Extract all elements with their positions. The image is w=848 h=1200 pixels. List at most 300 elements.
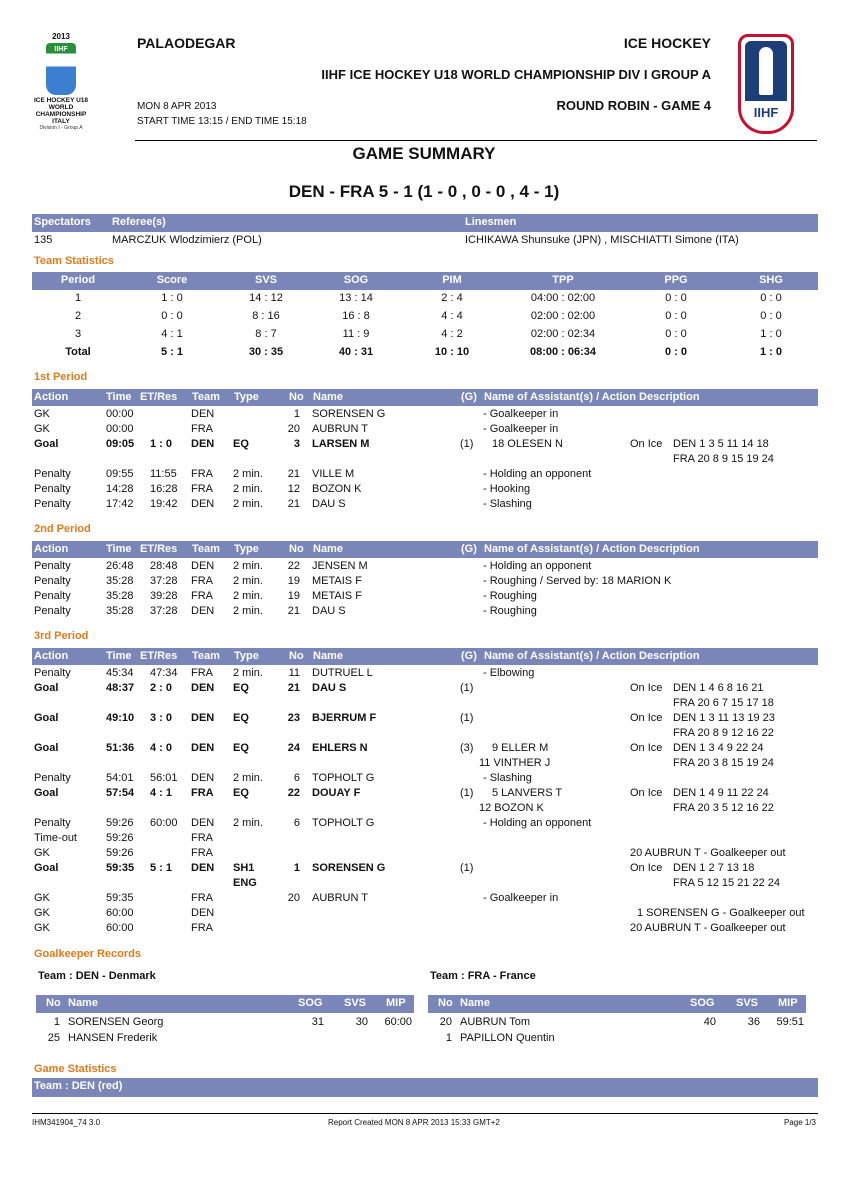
game-stats-title: Game Statistics — [34, 1063, 117, 1075]
event-g: (1) — [460, 438, 474, 450]
event-desc: 9 ELLER M — [492, 742, 549, 754]
event-time: 59:35 — [106, 892, 134, 904]
event-time: 26:48 — [106, 560, 134, 572]
event-name: DAU S — [312, 605, 346, 617]
event-action: Penalty — [34, 817, 71, 829]
event-name: LARSEN M — [312, 438, 370, 450]
goalkeeper-col-header: SVS — [344, 997, 367, 1009]
goalkeeper-cell: 1 — [53, 1016, 60, 1028]
event-time: 54:01 — [106, 772, 134, 784]
event-g: (1) — [460, 712, 474, 724]
event-type: 2 min. — [233, 667, 263, 679]
event-action: GK — [34, 907, 50, 919]
team-stats-cell: 2 : 4 — [441, 292, 463, 304]
event-name: JENSEN M — [312, 560, 368, 572]
event-desc: - Goalkeeper in — [483, 423, 559, 435]
event-no: 1 — [293, 408, 300, 420]
event-onice: On Ice — [630, 438, 663, 450]
goalkeeper-team-label: Team : FRA - France — [430, 970, 536, 982]
event-l2: FRA 20 3 5 12 16 22 — [673, 802, 774, 814]
event-type: SH1 — [233, 862, 255, 874]
goalkeeper-cell: 40 — [703, 1016, 716, 1028]
team-stats-cell: 14 : 12 — [249, 292, 283, 304]
team-stats-title: Team Statistics — [34, 255, 114, 267]
events-col-header: Time — [106, 650, 132, 662]
event-no: 24 — [287, 742, 300, 754]
logo-badge-text: IIHF — [54, 46, 68, 53]
goalkeeper-table-header — [428, 995, 806, 1013]
event-onice: 1 SORENSEN G - Goalkeeper out — [637, 907, 805, 919]
team-stats-cell: 0 : 0 — [665, 328, 687, 340]
events-col-header: No — [289, 543, 304, 555]
event-row-continuation — [0, 697, 848, 712]
team-stats-cell: 16 : 8 — [342, 310, 370, 322]
event-action: Penalty — [34, 667, 71, 679]
event-team: DEN — [191, 605, 215, 617]
goalkeeper-cell: 30 — [355, 1016, 368, 1028]
goalkeeper-col-header: No — [438, 997, 453, 1009]
goalkeeper-row — [0, 1032, 848, 1047]
event-name: VILLE M — [312, 468, 355, 480]
goalkeeper-cell: PAPILLON Quentin — [460, 1032, 555, 1044]
events-col-header: Time — [106, 391, 132, 403]
event-action: GK — [34, 847, 50, 859]
event-desc: 18 OLESEN N — [492, 438, 563, 450]
event-no: 20 — [287, 423, 300, 435]
goal-event-row — [0, 712, 848, 727]
event-desc: - Elbowing — [483, 667, 535, 679]
events-col-header: Team — [192, 391, 220, 403]
events-col-header: ET/Res — [140, 543, 178, 555]
goal-event-row — [0, 682, 848, 697]
event-time: 45:34 — [106, 667, 134, 679]
event-g: (1) — [460, 787, 474, 799]
goalkeeper-col-header: MIP — [778, 997, 798, 1009]
event-onice: On Ice — [630, 787, 663, 799]
event-time: 59:35 — [106, 862, 135, 874]
event-desc: - Goalkeeper in — [483, 892, 559, 904]
event-onice: On Ice — [630, 742, 663, 754]
event-time: 35:28 — [106, 605, 134, 617]
events-col-header: Name of Assistant(s) / Action Description — [484, 391, 700, 403]
event-type: 2 min. — [233, 498, 263, 510]
events-col-header: ET/Res — [140, 650, 178, 662]
event-time: 00:00 — [106, 423, 134, 435]
event-row-continuation — [0, 802, 848, 817]
event-res: 28:48 — [150, 560, 178, 572]
event-l1: DEN 1 3 11 13 19 23 — [673, 712, 775, 724]
footer-report-id: IHM341904_74 3.0 — [32, 1118, 101, 1127]
event-row — [0, 408, 848, 423]
goalkeeper-cell: 1 — [445, 1032, 452, 1044]
team-stats-cell: 8 : 16 — [252, 310, 280, 322]
event-onice: 20 AUBRUN T - Goalkeeper out — [630, 847, 786, 859]
event-type2: ENG — [233, 877, 257, 889]
event-time: 48:37 — [106, 682, 135, 694]
events-header — [32, 541, 818, 558]
goalkeeper-team-label: Team : DEN - Denmark — [38, 970, 156, 982]
goalkeeper-cell: AUBRUN Tom — [460, 1016, 531, 1028]
event-row — [0, 817, 848, 832]
team-stats-row — [0, 310, 848, 327]
team-stats-cell: 1 : 0 — [759, 346, 782, 358]
event-l2: FRA 20 3 8 15 19 24 — [673, 757, 774, 769]
team-stats-cell: 02:00 : 02:00 — [530, 310, 596, 322]
event-l1: DEN 1 4 9 11 22 24 — [673, 787, 769, 799]
goalkeeper-col-header: Name — [460, 997, 490, 1009]
event-row-continuation — [0, 757, 848, 772]
team-stats-cell: 5 : 1 — [160, 346, 183, 358]
event-desc: - Holding an opponent — [483, 468, 592, 480]
event-team: DEN — [191, 560, 215, 572]
events-col-header: Action — [34, 650, 69, 662]
events-col-header: No — [289, 650, 304, 662]
event-type: EQ — [233, 682, 249, 694]
event-no: 3 — [293, 438, 300, 450]
event-team: FRA — [191, 847, 213, 859]
event-l2: FRA 20 8 9 15 19 24 — [673, 453, 774, 465]
event-team: FRA — [191, 575, 213, 587]
team-stats-cell: 1 : 0 — [760, 328, 782, 340]
event-desc: - Roughing — [483, 605, 537, 617]
events-col-header: Name of Assistant(s) / Action Description — [484, 650, 700, 662]
event-time: 59:26 — [106, 847, 134, 859]
event-res: 39:28 — [150, 590, 178, 602]
team-stats-cell: 4 : 2 — [441, 328, 463, 340]
events-col-header: Name — [313, 650, 343, 662]
spectators-header: Spectators — [34, 216, 91, 228]
events-col-header: (G) — [461, 391, 477, 403]
event-g: (1) — [460, 682, 474, 694]
events-col-header: Action — [34, 543, 69, 555]
team-stats-cell: 1 — [74, 292, 82, 304]
goalkeeper-cell: HANSEN Frederik — [68, 1032, 158, 1044]
event-no: 23 — [287, 712, 300, 724]
team-stats-cell: 04:00 : 02:00 — [530, 292, 596, 304]
event-type: EQ — [233, 438, 249, 450]
event-g: (3) — [460, 742, 474, 754]
event-res: 47:34 — [150, 667, 178, 679]
team-stats-cell: 0 : 0 — [665, 292, 687, 304]
event-name: BJERRUM F — [312, 712, 377, 724]
events-col-header: Team — [192, 543, 220, 555]
event-row — [0, 560, 848, 575]
event-row — [0, 847, 848, 862]
footer-created: Report Created MON 8 APR 2013 15:33 GMT+2 — [328, 1118, 500, 1127]
iihf-logo — [738, 34, 794, 134]
venue: PALAODEGAR — [137, 35, 236, 51]
events-col-header: ET/Res — [140, 391, 178, 403]
championship-emblem-icon — [46, 43, 76, 95]
event-type: 2 min. — [233, 772, 263, 784]
event-desc: - Slashing — [483, 498, 532, 510]
event-team: FRA — [191, 483, 213, 495]
event-action: Penalty — [34, 498, 71, 510]
event-row — [0, 423, 848, 438]
event-desc2: 12 BOZON K — [479, 802, 544, 814]
goal-event-row — [0, 438, 848, 453]
event-action: Goal — [34, 438, 59, 450]
event-no: 11 — [288, 667, 300, 679]
events-col-header: Type — [234, 391, 259, 403]
event-name: METAIS F — [312, 575, 362, 587]
event-time: 51:36 — [106, 742, 135, 754]
event-team: FRA — [191, 667, 213, 679]
game-date: MON 8 APR 2013 — [137, 101, 217, 112]
event-res: 11:55 — [150, 468, 177, 480]
referees-value: MARCZUK Wlodzimierz (POL) — [112, 234, 262, 246]
officials-row — [0, 234, 848, 249]
event-action: Penalty — [34, 483, 71, 495]
event-action: Penalty — [34, 560, 71, 572]
goalkeeper-cell: 59:51 — [776, 1016, 804, 1028]
event-type: 2 min. — [233, 575, 263, 587]
team-stats-cell: 30 : 35 — [248, 346, 284, 358]
period-title: 1st Period — [34, 371, 88, 383]
linesmen-header: Linesmen — [465, 216, 517, 228]
iihf-logo-text: IIHF — [753, 105, 779, 120]
logo-subtext: Division I - Group A — [39, 125, 83, 131]
event-desc: - Hooking — [483, 483, 531, 495]
event-no: 22 — [287, 560, 300, 572]
event-time: 60:00 — [106, 922, 134, 934]
event-name: DOUAY F — [312, 787, 361, 799]
event-action: Goal — [34, 742, 59, 754]
game-stats-team-label: Team : DEN (red) — [34, 1080, 123, 1092]
event-action: Goal — [34, 682, 59, 694]
event-team: DEN — [191, 438, 215, 450]
score-line: DEN - FRA 5 - 1 (1 - 0 , 0 - 0 , 4 - 1) — [288, 182, 560, 201]
event-type: EQ — [233, 712, 249, 724]
goalkeeper-cell: SORENSEN Georg — [68, 1016, 164, 1028]
logo-year: 2013 — [52, 32, 70, 41]
event-team: FRA — [191, 590, 213, 602]
goalkeeper-cell: 20 — [439, 1016, 452, 1028]
game-times: START TIME 13:15 / END TIME 15:18 — [137, 116, 307, 127]
team-stats-col-header: TPP — [552, 274, 574, 286]
event-res: 16:28 — [150, 483, 178, 495]
team-stats-col-header: Score — [156, 274, 188, 286]
event-res: 37:28 — [150, 575, 178, 587]
footer-rule — [32, 1113, 818, 1114]
event-action: GK — [34, 423, 50, 435]
team-stats-cell: 4 : 1 — [161, 328, 183, 340]
game-round: ROUND ROBIN - GAME 4 — [556, 98, 711, 113]
team-stats-cell: 8 : 7 — [255, 328, 277, 340]
team-stats-cell: 0 : 0 — [760, 292, 782, 304]
event-type: 2 min. — [233, 468, 263, 480]
event-desc: - Roughing — [483, 590, 537, 602]
event-name: DAU S — [312, 682, 347, 694]
goalkeeper-col-header: SOG — [298, 997, 323, 1009]
event-name: TOPHOLT G — [312, 817, 375, 829]
event-time: 57:54 — [106, 787, 135, 799]
team-stats-cell: 02:00 : 02:34 — [530, 328, 596, 340]
team-stats-cell: 4 : 4 — [441, 310, 463, 322]
team-stats-row — [0, 346, 848, 363]
event-team: FRA — [191, 787, 214, 799]
event-onice: On Ice — [630, 862, 663, 874]
event-type: 2 min. — [233, 817, 263, 829]
event-row — [0, 575, 848, 590]
event-name: METAIS F — [312, 590, 362, 602]
event-desc: - Roughing / Served by: 18 MARION K — [483, 575, 672, 587]
events-col-header: Team — [192, 650, 220, 662]
event-desc: - Holding an opponent — [483, 817, 592, 829]
team-stats-col-header: Period — [60, 274, 96, 286]
event-l1: DEN 1 4 6 8 16 21 — [673, 682, 764, 694]
event-action: Penalty — [34, 468, 71, 480]
spectators-value: 135 — [34, 234, 53, 246]
event-res: 37:28 — [150, 605, 178, 617]
event-team: DEN — [191, 408, 215, 420]
event-team: DEN — [191, 712, 215, 724]
event-res: 5 : 1 — [150, 862, 173, 874]
event-team: DEN — [191, 907, 215, 919]
team-stats-cell: 40 : 31 — [338, 346, 374, 358]
goalkeeper-col-header: MIP — [386, 997, 406, 1009]
event-name: AUBRUN T — [312, 892, 369, 904]
event-onice: On Ice — [630, 682, 663, 694]
event-team: DEN — [191, 862, 215, 874]
hockey-player-icon — [759, 47, 773, 95]
event-time: 35:28 — [106, 590, 134, 602]
team-stats-cell: 2 — [74, 310, 82, 322]
event-name: TOPHOLT G — [312, 772, 375, 784]
event-no: 21 — [287, 468, 300, 480]
game-stats-team-bar — [32, 1078, 818, 1097]
event-team: DEN — [191, 817, 215, 829]
event-row-continuation — [0, 877, 848, 892]
event-row — [0, 832, 848, 847]
goal-event-row — [0, 742, 848, 757]
events-col-header: Name — [313, 543, 343, 555]
header-rule — [135, 140, 817, 141]
event-action: Penalty — [34, 590, 71, 602]
event-time: 09:05 — [106, 438, 135, 450]
event-res: 19:42 — [150, 498, 178, 510]
team-stats-row — [0, 292, 848, 309]
events-header — [32, 389, 818, 406]
team-stats-col-header: PPG — [664, 274, 688, 286]
event-action: Penalty — [34, 772, 71, 784]
event-l2: FRA 5 12 15 21 22 24 — [673, 877, 781, 889]
team-stats-col-header: SOG — [343, 274, 369, 286]
linesmen-value: ICHIKAWA Shunsuke (JPN) , MISCHIATTI Simone (ITA) — [465, 234, 739, 246]
event-res: 1 : 0 — [150, 438, 173, 450]
event-type: 2 min. — [233, 605, 263, 617]
goal-event-row — [0, 787, 848, 802]
event-action: Time-out — [34, 832, 77, 844]
event-row — [0, 892, 848, 907]
event-time: 14:28 — [106, 483, 134, 495]
event-row — [0, 605, 848, 620]
event-no: 1 — [293, 862, 300, 874]
events-col-header: Name of Assistant(s) / Action Description — [484, 543, 700, 555]
event-time: 09:55 — [106, 468, 134, 480]
event-no: 21 — [287, 498, 300, 510]
event-no: 20 — [287, 892, 300, 904]
event-team: DEN — [191, 772, 215, 784]
team-stats-col-header: SVS — [254, 274, 277, 286]
event-name: EHLERS N — [312, 742, 368, 754]
event-res: 4 : 1 — [150, 787, 173, 799]
event-row — [0, 907, 848, 922]
team-stats-row — [0, 328, 848, 345]
team-stats-header — [32, 272, 818, 290]
event-no: 21 — [287, 605, 300, 617]
event-l1: DEN 1 2 7 13 18 — [673, 862, 755, 874]
event-no: 6 — [293, 772, 300, 784]
event-action: Goal — [34, 712, 59, 724]
event-no: 21 — [287, 682, 300, 694]
event-time: 35:28 — [106, 575, 134, 587]
goalkeeper-row — [0, 1016, 848, 1031]
event-type: 2 min. — [233, 590, 263, 602]
events-col-header: Action — [34, 391, 69, 403]
goalkeeper-col-header: SVS — [736, 997, 759, 1009]
events-col-header: Type — [234, 650, 259, 662]
event-res: 3 : 0 — [150, 712, 173, 724]
event-no: 22 — [287, 787, 300, 799]
event-desc: - Holding an opponent — [483, 560, 592, 572]
event-row — [0, 772, 848, 787]
goalkeeper-cell: 60:00 — [384, 1016, 412, 1028]
event-row-continuation — [0, 727, 848, 742]
event-desc: - Slashing — [483, 772, 532, 784]
team-stats-cell: 08:00 : 06:34 — [529, 346, 597, 358]
event-res: 60:00 — [150, 817, 178, 829]
event-name: DUTRUEL L — [312, 667, 373, 679]
event-g: (1) — [460, 862, 474, 874]
team-stats-cell: 0 : 0 — [664, 346, 687, 358]
event-onice: On Ice — [630, 712, 663, 724]
team-stats-cell: 10 : 10 — [434, 346, 470, 358]
event-onice: 20 AUBRUN T - Goalkeeper out — [630, 922, 786, 934]
goalkeeper-col-header: No — [46, 997, 61, 1009]
event-type: 2 min. — [233, 483, 263, 495]
referees-header: Referee(s) — [112, 216, 166, 228]
event-time: 59:26 — [106, 817, 134, 829]
footer-page: Page 1/3 — [783, 1118, 816, 1127]
event-name: BOZON K — [312, 483, 362, 495]
event-name: SORENSEN G — [312, 862, 386, 874]
logo-text: ICE HOCKEY U18 WORLD CHAMPIONSHIP ITALY — [33, 97, 89, 125]
event-row — [0, 498, 848, 513]
event-team: DEN — [191, 498, 215, 510]
event-row — [0, 667, 848, 682]
event-action: Penalty — [34, 605, 71, 617]
goalkeeper-cell: 36 — [747, 1016, 760, 1028]
event-res: 4 : 0 — [150, 742, 173, 754]
event-type: EQ — [233, 742, 249, 754]
event-desc: 5 LANVERS T — [492, 787, 563, 799]
events-col-header: Type — [234, 543, 259, 555]
events-col-header: Name — [313, 391, 343, 403]
event-name: DAU S — [312, 498, 346, 510]
sport: ICE HOCKEY — [623, 35, 711, 51]
event-row — [0, 483, 848, 498]
event-team: FRA — [191, 423, 213, 435]
events-header — [32, 648, 818, 665]
event-action: GK — [34, 408, 50, 420]
team-stats-cell: 0 : 0 — [665, 310, 687, 322]
event-time: 00:00 — [106, 408, 134, 420]
team-stats-cell: 3 — [74, 328, 82, 340]
page-title: GAME SUMMARY — [352, 144, 496, 163]
event-row — [0, 922, 848, 937]
team-stats-cell: 0 : 0 — [760, 310, 782, 322]
